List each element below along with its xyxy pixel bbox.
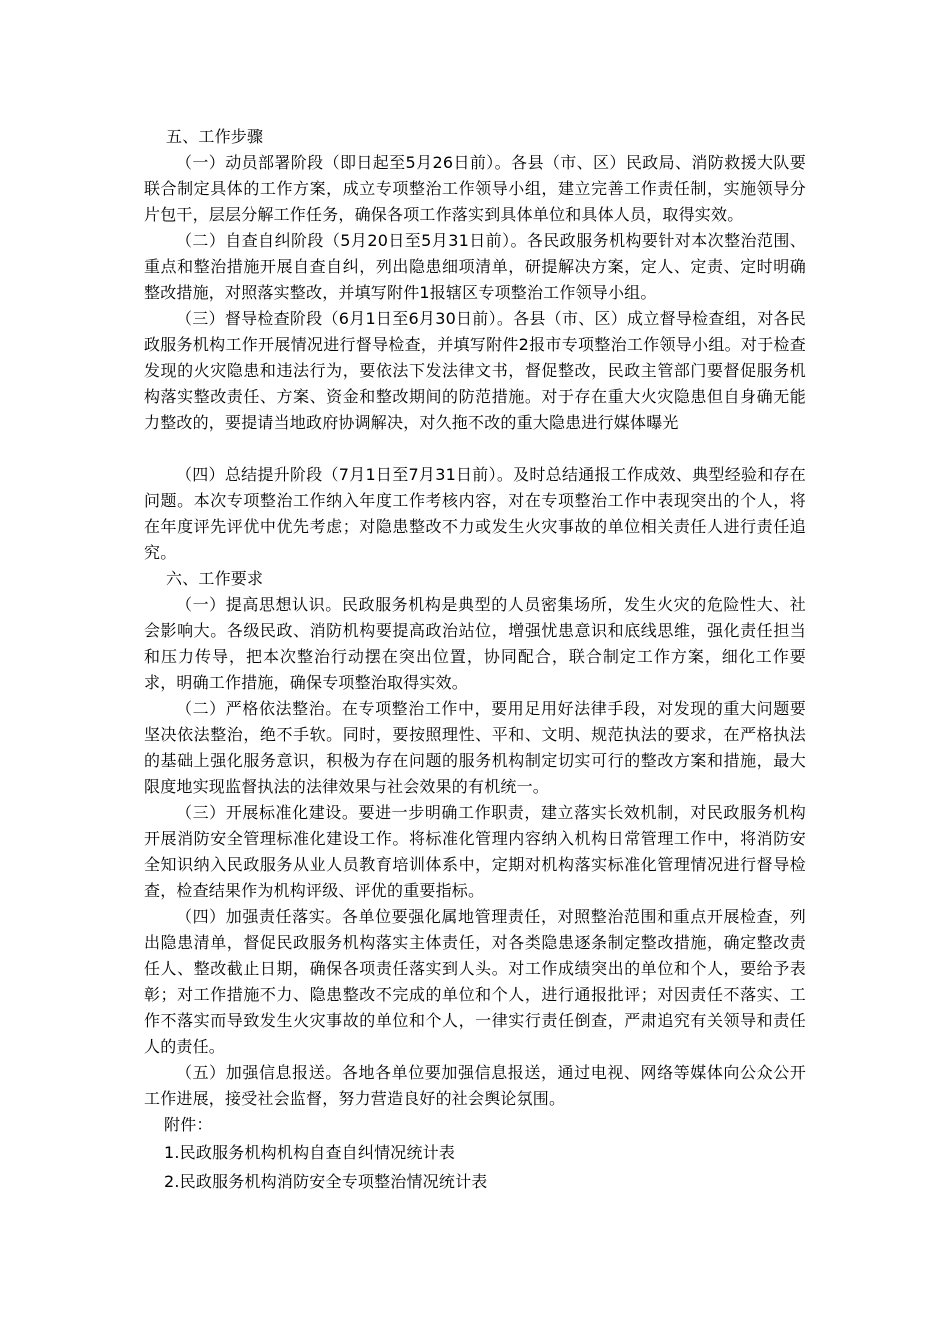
section-heading-work-steps: 五、工作步骤 [166, 127, 264, 146]
paragraph-mobilization-stage: （一）动员部署阶段（即日起至5月26日前）。各县（市、区）民政局、消防救援大队要联合制定具体的工作方案，成立专项整治工作领导小组，建立完善工作责任制，实施领导分片包干，层层分解工作任务，确保各项工作落实到具体单位和具体人员，取得实效。 [144, 153, 806, 224]
paragraph-gap [144, 436, 806, 462]
attachment-item: 1.民政服务机构机构自查自纠情况统计表 [164, 1143, 456, 1162]
attachment-item: 2.民政服务机构消防安全专项整治情况统计表 [164, 1172, 488, 1191]
paragraph-self-inspection-stage: （二）自查自纠阶段（5月20日至5月31日前）。各民政服务机构要针对本次整治范围、重点和整治措施开展自查自纠，列出隐患细项清单，研提解决方案，定人、定责、定时明确整改措施，对照落实整改，并填写附件1报辖区专项整治工作领导小组。 [144, 231, 806, 302]
paragraph-law-enforcement: （二）严格依法整治。在专项整治工作中，要用足用好法律手段，对发现的重大问题要坚决依法整治，绝不手软。同时，要按照理性、平和、文明、规范执法的要求，在严格执法的基础上强化服务意识，积极为存在问题的服务机构制定切实可行的整改方案和措施，最大限度地实现监督执法的法律效果与社会效果的有机统一。 [144, 699, 806, 796]
paragraph-standardization: （三）开展标准化建设。要进一步明确工作职责，建立落实长效机制，对民政服务机构开展消防安全管理标准化建设工作。将标准化管理内容纳入机构日常管理工作中，将消防安全知识纳入民政服务从业人员教育培训体系中，定期对机构落实标准化管理情况进行督导检查，检查结果作为机构评级、评优的重要指标。 [144, 803, 806, 900]
section-heading-work-requirements: 六、工作要求 [166, 569, 264, 588]
paragraph-raise-awareness: （一）提高思想认识。民政服务机构是典型的人员密集场所，发生火灾的危险性大、社会影响大。各级民政、消防机构要提高政治站位，增强忧患意识和底线思维，强化责任担当和压力传导，把本次整治行动摆在突出位置，协同配合，联合制定工作方案，细化工作要求，明确工作措施，确保专项整治取得实效。 [144, 595, 806, 692]
paragraph-summary-stage: （四）总结提升阶段（7月1日至7月31日前）。及时总结通报工作成效、典型经验和存在问题。本次专项整治工作纳入年度工作考核内容，对在专项整治工作中表现突出的个人，将在年度评先评优中优先考虑；对隐患整改不力或发生火灾事故的单位相关责任人进行责任追究。 [144, 465, 806, 562]
attachments-label: 附件： [164, 1115, 213, 1134]
paragraph-responsibility: （四）加强责任落实。各单位要强化属地管理责任，对照整治范围和重点开展检查，列出隐患清单，督促民政服务机构落实主体责任，对各类隐患逐条制定整改措施，确定整改责任人、整改截止日期，确保各项责任落实到人头。对工作成绩突出的单位和个人，要给予表彰；对工作措施不力、隐患整改不完成的单位和个人，进行通报批评；对因责任不落实、工作不落实而导致发生火灾事故的单位和个人，一律实行责任倒查，严肃追究有关领导和责任人的责任。 [144, 907, 806, 1056]
paragraph-supervision-stage: （三）督导检查阶段（6月1日至6月30日前）。各县（市、区）成立督导检查组，对各民政服务机构工作开展情况进行督导检查，并填写附件2报市专项整治工作领导小组。对于检查发现的火灾隐患和违法行为，要依法下发法律文书，督促整改，民政主管部门要督促服务机构落实整改责任、方案、资金和整改期间的防范措施。对于存在重大火灾隐患但自身确无能力整改的，要提请当地政府协调解决，对久拖不改的重大隐患进行媒体曝光 [144, 309, 806, 432]
document-body [144, 124, 806, 1196]
paragraph-information-reporting: （五）加强信息报送。各地各单位要加强信息报送，通过电视、网络等媒体向公众公开工作进展，接受社会监督，努力营造良好的社会舆论氛围。 [144, 1063, 806, 1108]
